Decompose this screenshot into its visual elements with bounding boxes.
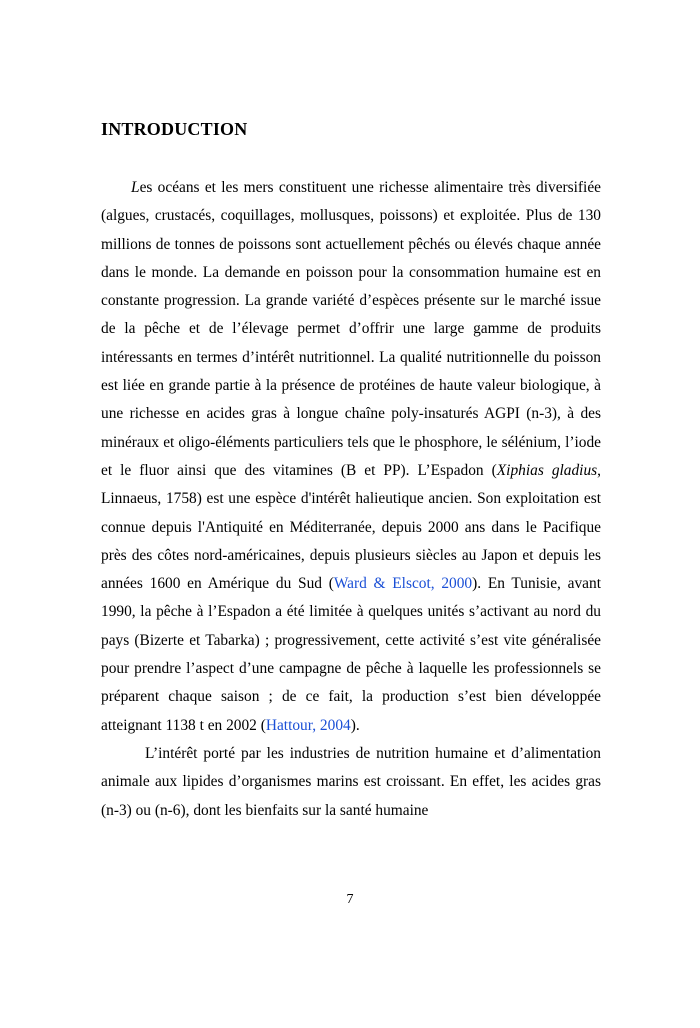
page-number: 7 xyxy=(346,892,354,907)
body-text xyxy=(101,174,601,825)
paragraph-1-text-a: es océans et les mers constituent une richesse alimentaire très diversifiée (algues, crustacés, coquillages, mollusques, poissons) et exploitée. Plus de 130 millions de tonnes de poissons sont actuellement pêchés ou élevés chaque année dans le monde. La demande en poisson pour la consommation humaine est en constante progression. La grande variété d’espèces présente sur le marché issue de la pêche et de l’élevage permet d’offrir une large gamme de produits intéressants en termes d’intérêt nutritionnel. La qualité nutritionnelle du poisson est liée en grande partie à la présence de protéines de haute valeur biologique, à une richesse en acides gras à longue chaîne poly-insaturés AGPI (n-3), à des minéraux et oligo-éléments particuliers tels que le phosphore, le sélénium, l’iode et le fluor ainsi que des vitamines (B et PP). L’Espadon ( xyxy=(101,179,601,479)
species-name: Xiphias gladius xyxy=(496,461,598,479)
citation-link-hattour[interactable]: Hattour, 2004 xyxy=(265,716,351,734)
paragraph-1-text-b: , Linnaeus, 1758) est une espèce d'intérêt halieutique ancien. Son exploitation est connue depuis l'Antiquité en Méditerranée, depuis 2000 ans dans le Pacifique près des côtes nord-américaines, depuis plusieurs siècles au Japon et depuis les années 1600 en Amérique du Sud ( xyxy=(101,461,602,593)
paragraph-2: L’intérêt porté par les industries de nutrition humaine et d’alimentation animale aux lipides d’organismes marins est croissant. En effet, les acides gras (n-3) ou (n-6), dont les bienfaits sur la santé humaine xyxy=(101,744,601,819)
citation-link-ward-elscot[interactable]: Ward & Elscot, 2000 xyxy=(333,575,473,593)
paragraph-1-text-c: ). En Tunisie, avant 1990, la pêche à l’Espadon a été limitée à quelques unités s’activant au nord du pays (Bizerte et Tabarka) ; progressivement, cette activité s’est vite généralisée pour prendre l’aspect d’une campagne de pêche à laquelle les professionnels se préparent chaque saison ; de ce fait, la production s’est bien développée atteignant 1138 t en 2002 ( xyxy=(101,575,601,734)
paragraph-1-text-d: ). xyxy=(350,716,360,734)
section-heading: INTRODUCTION xyxy=(101,119,248,139)
drop-initial: L xyxy=(131,179,140,196)
paragraph-1 xyxy=(101,174,601,740)
